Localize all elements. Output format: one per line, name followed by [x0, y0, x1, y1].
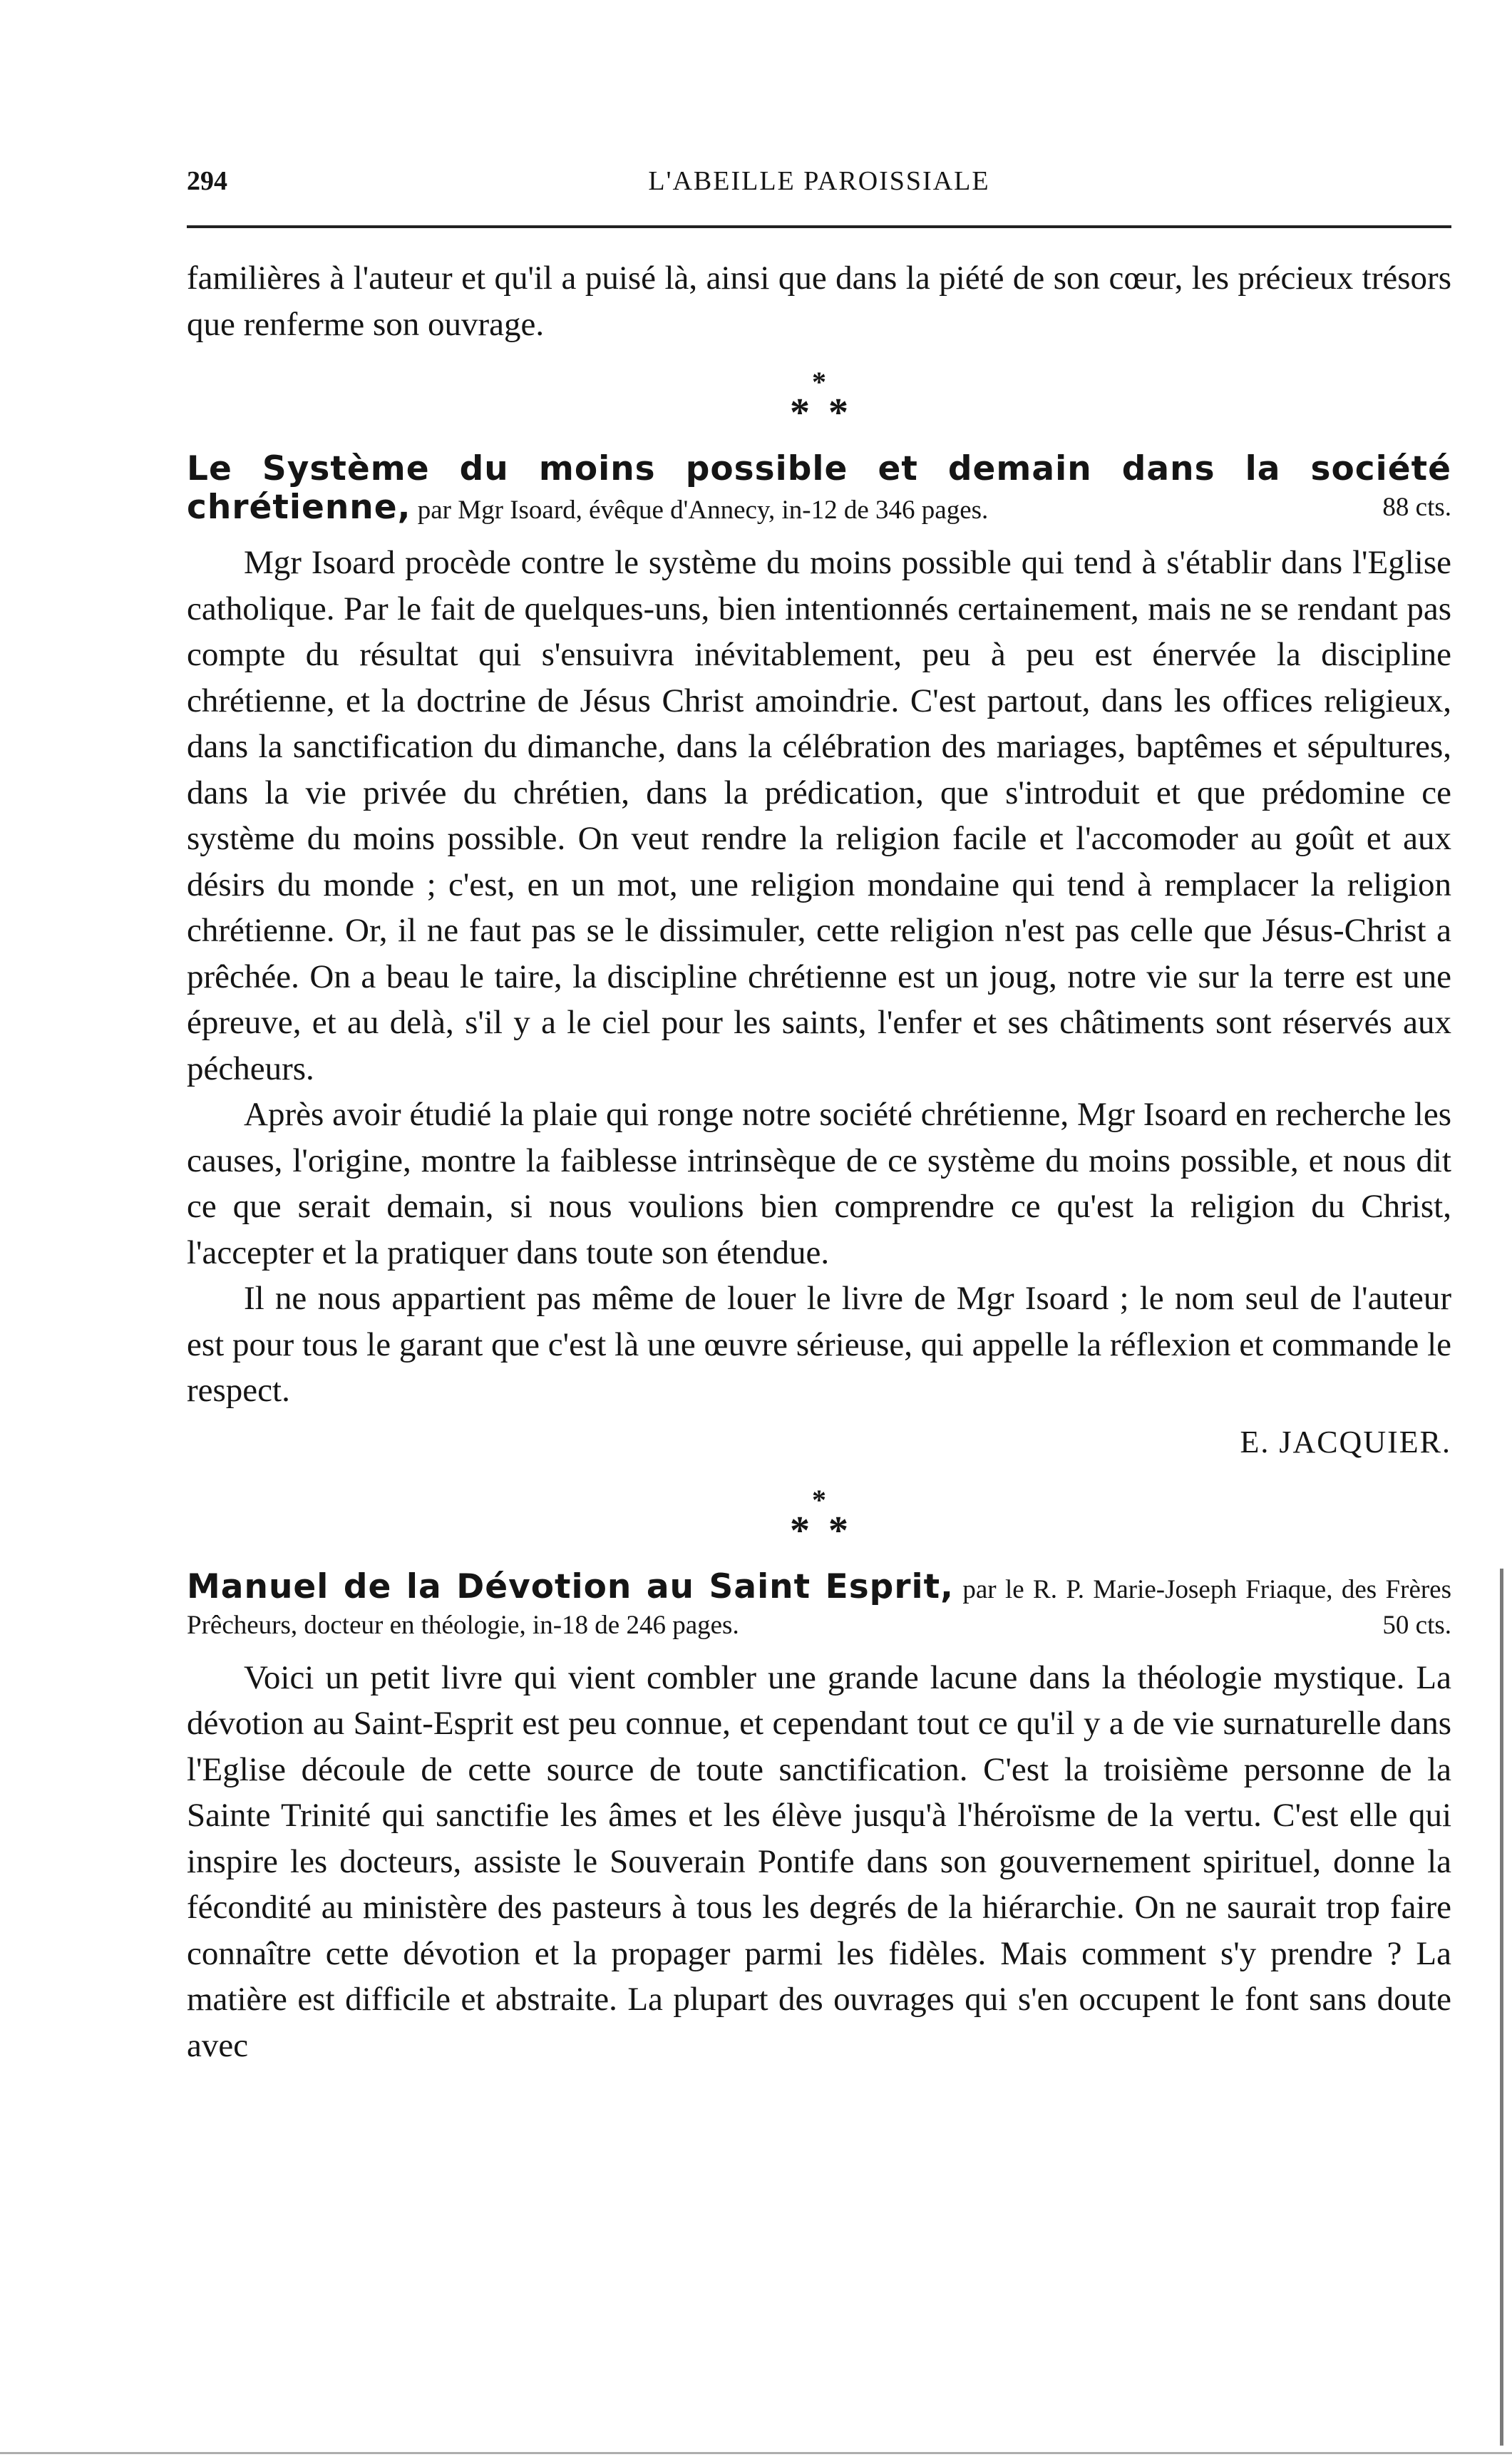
asterism-bottom: ** — [790, 391, 867, 435]
section-divider-2 — [187, 1483, 1451, 1553]
signature: E. JACQUIER. — [1240, 1424, 1451, 1460]
opening-paragraph: familières à l'auteur et qu'il a puisé là, ainsi que dans la piété de son cœur, les précieux trésors que renferme son ouvrage. — [187, 260, 1451, 343]
book-title-2: Manuel de la Dévotion au Saint Esprit, — [187, 1566, 954, 1606]
review1-paragraph-3: Il ne nous appartient pas même de louer le livre de Mgr Isoard ; le nom seul de l'auteur est pour tous le garant que c'est là une œuvre sérieuse, qui appelle la réflexion et commande le respect. — [187, 1280, 1451, 1409]
book-meta-2: par le R. P. Marie-Joseph Friaque, des Frères Prêcheurs, docteur en théologie, in-18 de 246 pages. — [187, 1574, 1452, 1640]
page-number: 294 — [187, 166, 227, 196]
section-divider-1 — [187, 366, 1451, 435]
review2-paragraph-1: Voici un petit livre qui vient combler une grande lacune dans la théologie mystique. La dévotion au Saint-Esprit est peu connue, et cependant tout ce qu'il y a de vie surnaturelle dans l'Eglise découle de cette source de toute sanctification. C'est la troisième personne de la Sainte Trinité qui sanctifie les âmes et les élève jusqu'à l'héroïsme de la vertu. C'est elle qui inspire les docteurs, assiste le Souverain Pontife dans son gouvernement spirituel, donne la fécondité au ministère des pasteurs à tous les degrés de la hiérarchie. On ne saurait trop faire connaître cette dévotion et la propager parmi les fidèles. Mais comment s'y prendre ? La matière est difficile et abstraite. La plupart des ouvrages qui s'en occupent le font sans doute avec — [187, 1658, 1451, 2064]
page-header — [187, 165, 1451, 208]
header-rule — [187, 225, 1451, 228]
book-title-1: Le Système du moins possible et demain dans la société chrétienne, — [187, 449, 1451, 527]
book-heading-1 — [187, 451, 1451, 528]
review1-paragraph-2: Après avoir étudié la plaie qui ronge notre société chrétienne, Mgr Isoard en recherche les causes, l'origine, montre la faiblesse intrinsèque de ce système du moins possible, et nous dit ce que serait demain, si nous voulions bien comprendre ce qu'est la religion du Christ, l'accepter et la pratiquer dans toute son étendue. — [187, 1096, 1451, 1271]
asterism-top: * — [812, 366, 826, 398]
scan-edge-right — [1500, 1569, 1503, 2446]
review1-paragraph-1: Mgr Isoard procède contre le système du moins possible qui tend à s'établir dans l'Eglise catholique. Par le fait de quelques-uns, bien intentionnés certainement, mais ne se rendant pas compte du résultat qui s'ensuivra inévitablement, peu à peu est énervée la discipline chrétienne, et la doctrine de Jésus Christ amoindrie. C'est partout, dans les offices religieux, dans la sanctification du dimanche, dans la célébration des mariages, baptêmes et sépultures, dans la vie privée du chrétien, dans la prédication, que s'introduit et que prédomine ce système du moins possible. On veut rendre la religion facile et l'accomoder au goût et aux désirs du monde ; c'est, en un mot, une religion mondaine qui tend à remplacer la religion chrétienne. Or, il ne faut pas se le dissimuler, cette religion n'est pas celle que Jésus-Christ a prêchée. On a beau le taire, la discipline chrétienne est un joug, notre vie sur la terre est une épreuve, et au delà, s'il y a le ciel pour les saints, l'enfer et ses châtiments sont réservés aux pécheurs. — [187, 544, 1451, 1087]
running-title: L'ABEILLE PAROISSIALE — [648, 166, 990, 196]
book-heading-2 — [187, 1566, 1452, 1643]
book-price-1: 88 cts. — [1382, 493, 1451, 522]
body-text — [187, 255, 1451, 2068]
asterism-top-2: * — [812, 1483, 826, 1516]
book-price-2: 50 cts. — [1382, 1610, 1451, 1640]
asterism-bottom-2: ** — [790, 1508, 867, 1553]
book-meta-1: par Mgr Isoard, évêque d'Annecy, in-12 de 346 pages. — [417, 496, 989, 525]
scan-edge-bottom — [0, 2452, 1512, 2454]
document-page — [187, 0, 1451, 2457]
